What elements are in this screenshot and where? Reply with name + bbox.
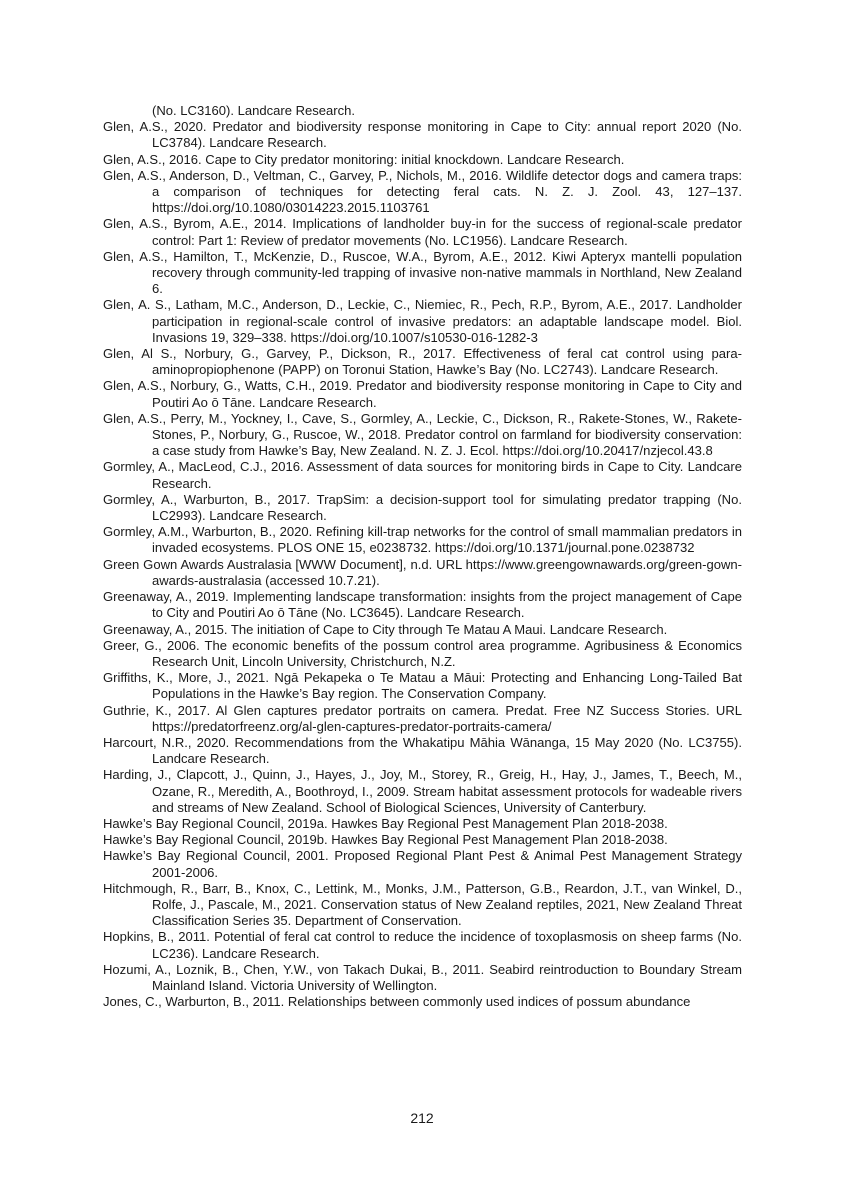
reference-entry: Griffiths, K., More, J., 2021. Ngā Pekapeka o Te Matau a Māui: Protecting and Enhancing Long-Tailed Bat Populations in the Hawke’s Bay region. The Conservation Company. xyxy=(103,670,742,702)
reference-entry: Hawke’s Bay Regional Council, 2019a. Hawkes Bay Regional Pest Management Plan 2018-2038. xyxy=(103,815,668,831)
page-number: 212 xyxy=(410,1110,434,1126)
reference-entry: Glen, A.S., 2020. Predator and biodiversity response monitoring in Cape to City: annual report 2020 (No. LC3784). Landcare Research. xyxy=(103,119,742,151)
reference-entry: Gormley, A.M., Warburton, B., 2020. Refining kill-trap networks for the control of small mammalian predators in invaded ecosystems. PLOS ONE 15, e0238732. https://doi.org/10.1371/journal.pone.0238732 xyxy=(103,524,742,556)
reference-entry: Glen, A. S., Latham, M.C., Anderson, D., Leckie, C., Niemiec, R., Pech, R.P., Byrom, A.E., 2017. Landholder participation in regional-scale control of invasive predators: an adaptable landscape model. Biol. Invasions 19, 329–338. https://doi.org/10.1007/s10530-016-1282-3 xyxy=(103,297,742,345)
reference-entry: Hozumi, A., Loznik, B., Chen, Y.W., von Takach Dukai, B., 2011. Seabird reintroduction to Boundary Stream Mainland Island. Victoria University of Wellington. xyxy=(103,961,742,993)
reference-entry: Jones, C., Warburton, B., 2011. Relationships between commonly used indices of possum abundance xyxy=(103,994,691,1010)
reference-entry: Greer, G., 2006. The economic benefits of the possum control area programme. Agribusiness & Economics Research Unit, Lincoln University, Christchurch, N.Z. xyxy=(103,637,742,669)
reference-entry: Glen, A.S., Anderson, D., Veltman, C., Garvey, P., Nichols, M., 2016. Wildlife detector dogs and camera traps: a comparison of techniques for detecting feral cats. N. Z. J. Zool. 43, 127–137. https://doi.org/10.1080/03014223.2015.1103761 xyxy=(103,167,742,216)
reference-entry: Glen, A.S., Norbury, G., Watts, C.H., 2019. Predator and biodiversity response monitoring in Cape to City and Poutiri Ao ō Tāne. Landcare Research. xyxy=(103,378,742,410)
reference-entry: Green Gown Awards Australasia [WWW Document], n.d. URL https://www.greengownawards.org/green-gown-awards-australasia (accessed 10.7.21). xyxy=(103,556,742,588)
reference-entry: Hawke’s Bay Regional Council, 2019b. Hawkes Bay Regional Pest Management Plan 2018-2038. xyxy=(103,832,668,848)
reference-entry: Glen, Al S., Norbury, G., Garvey, P., Dickson, R., 2017. Effectiveness of feral cat control using para-aminopropiophenone (PAPP) on Toronui Station, Hawke’s Bay (No. LC2743). Landcare Research. xyxy=(103,346,742,378)
reference-entry: Hitchmough, R., Barr, B., Knox, C., Lettink, M., Monks, J.M., Patterson, G.B., Reardon, J.T., van Winkel, D., Rolfe, J., Pascale, M., 2021. Conservation status of New Zealand reptiles, 2021, New Zealand Threat Classification Series 35. Department of Conservation. xyxy=(103,880,742,929)
reference-entry: Glen, A.S., Byrom, A.E., 2014. Implications of landholder buy-in for the success of regional-scale predator control: Part 1: Review of predator movements (No. LC1956). Landcare Research. xyxy=(103,216,742,248)
reference-entry: Harcourt, N.R., 2020. Recommendations from the Whakatipu Māhia Wānanga, 15 May 2020 (No. LC3755). Landcare Research. xyxy=(103,734,742,767)
reference-entry: Gormley, A., MacLeod, C.J., 2016. Assessment of data sources for monitoring birds in Cape to City. Landcare Research. xyxy=(103,459,742,491)
reference-entry: Guthrie, K., 2017. Al Glen captures predator portraits on camera. Predat. Free NZ Success Stories. URL https://predatorfreenz.org/al-glen-captures-predator-portraits-camera/ xyxy=(103,702,742,734)
reference-entry: Glen, A.S., Hamilton, T., McKenzie, D., Ruscoe, W.A., Byrom, A.E., 2012. Kiwi Apteryx mantelli population recovery through community-led trapping of invasive non-native mammals in Northland, New Zealand 6. xyxy=(103,248,742,297)
reference-list xyxy=(103,103,742,1010)
reference-entry: Harding, J., Clapcott, J., Quinn, J., Hayes, J., Joy, M., Storey, R., Greig, H., Hay, J., James, T., Beech, M., Ozane, R., Meredith, A., Boothroyd, I., 2009. Stream habitat assessment protocols for wadeable rivers and streams of New Zealand. School of Biological Sciences, University of Canterbury. xyxy=(103,767,742,815)
reference-entry: Glen, A.S., 2016. Cape to City predator monitoring: initial knockdown. Landcare Research. xyxy=(103,151,625,167)
reference-entry: Hawke’s Bay Regional Council, 2001. Proposed Regional Plant Pest & Animal Pest Management Strategy 2001-2006. xyxy=(103,848,742,880)
reference-entry: Glen, A.S., Perry, M., Yockney, I., Cave, S., Gormley, A., Leckie, C., Dickson, R., Rakete-Stones, W., Rakete-Stones, P., Norbury, G., Ruscoe, W., 2018. Predator control on farmland for biodiversity conservation: a case study from Hawke’s Bay, New Zealand. N. Z. J. Ecol. https://doi.org/10.20417/nzjecol.43.8 xyxy=(103,410,742,459)
reference-entry: Hopkins, B., 2011. Potential of feral cat control to reduce the incidence of toxoplasmosis on sheep farms (No. LC236). Landcare Research. xyxy=(103,929,742,961)
reference-entry: Greenaway, A., 2019. Implementing landscape transformation: insights from the project management of Cape to City and Poutiri Ao ō Tāne (No. LC3645). Landcare Research. xyxy=(103,589,742,621)
reference-entry: Gormley, A., Warburton, B., 2017. TrapSim: a decision-support tool for simulating predator trapping (No. LC2993). Landcare Research. xyxy=(103,491,742,524)
reference-entry: (No. LC3160). Landcare Research. xyxy=(152,103,356,118)
reference-entry: Greenaway, A., 2015. The initiation of Cape to City through Te Matau A Maui. Landcare Research. xyxy=(103,621,668,637)
